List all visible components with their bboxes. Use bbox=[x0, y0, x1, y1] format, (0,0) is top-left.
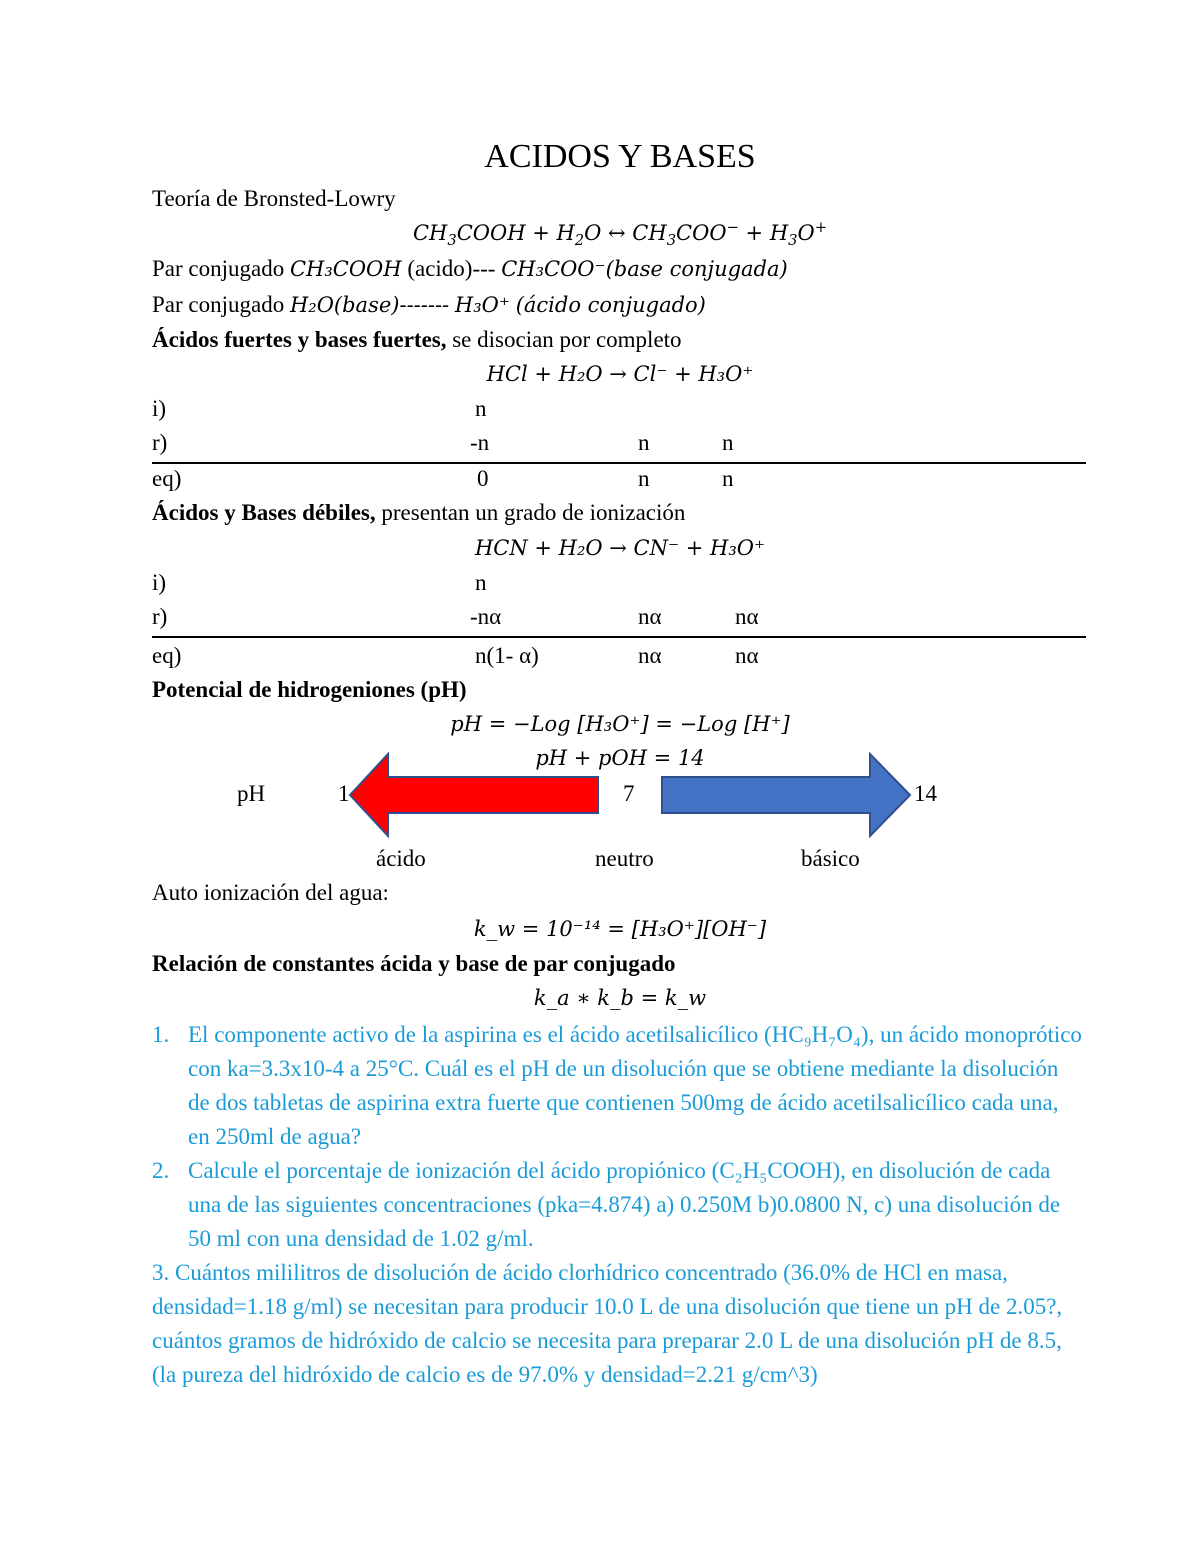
equation-hcl: HCl + H₂O → Cl⁻ + H₃O⁺ bbox=[486, 362, 754, 386]
page-title: ACIDOS Y BASES bbox=[484, 138, 756, 175]
question-text: Calcule el porcentaje de ionización del ácido propiónico (C₂H₅COOH), en disolución de cada una de las siguientes concentraciones (pka=4.874) a) 0.250M b)0.0800 N, c) una disolución de 50 ml con una densidad de 1.02 g/ml. bbox=[188, 1158, 1061, 1251]
row-label: i) bbox=[152, 396, 167, 421]
scale-acid-label: ácido bbox=[376, 846, 426, 871]
theory-heading: Teoría de Bronsted-Lowry bbox=[152, 186, 396, 211]
cell: 0 bbox=[477, 466, 489, 491]
auto-ionization-heading: Auto ionización del agua: bbox=[152, 880, 389, 905]
weak-acids-heading: Ácidos y Bases débiles, presentan un grado de ionización bbox=[152, 500, 686, 525]
question-number: 2. bbox=[152, 1158, 170, 1183]
scale-neutral-label: neutro bbox=[595, 846, 654, 871]
relation-heading: Relación de constantes ácida y base de par conjugado bbox=[152, 951, 676, 976]
scale-basic-label: básico bbox=[801, 846, 860, 871]
cell: n bbox=[475, 396, 487, 421]
table-divider bbox=[152, 636, 1086, 638]
equation-hcn: HCN + H₂O → CN⁻ + H₃O⁺ bbox=[474, 536, 766, 560]
row-label: eq) bbox=[152, 466, 182, 491]
cell: n(1- α) bbox=[475, 643, 539, 668]
question-3 bbox=[152, 1256, 1082, 1392]
scale-fourteen-label: 14 bbox=[914, 781, 937, 806]
equation-ka-kb: k_a ∗ k_b = k_w bbox=[533, 986, 707, 1010]
equation-kw: k_w = 10⁻¹⁴ = [H₃O⁺][OH⁻] bbox=[473, 917, 767, 941]
question-1 bbox=[152, 1018, 1082, 1154]
table-divider bbox=[152, 462, 1086, 464]
cell: -nα bbox=[470, 604, 502, 629]
question-2 bbox=[152, 1154, 1082, 1256]
scale-seven-label: 7 bbox=[623, 781, 635, 806]
row-label: r) bbox=[152, 604, 168, 629]
cell: n bbox=[475, 570, 487, 595]
conjugate-pair-1: Par conjugado CH₃COOH (acido)--- CH₃COO⁻(base conjugada) bbox=[152, 256, 788, 281]
cell: nα bbox=[735, 643, 759, 668]
scale-one-label: 1 bbox=[338, 781, 350, 806]
question-text: 3. Cuántos mililitros de disolución de ácido clorhídrico concentrado (36.0% de HCl en masa, densidad=1.18 g/ml) se necesitan para producir 10.0 L de una disolución que tiene un pH de 2.05?, cuántos gramos de hidróxido de calcio se necesita para preparar 2.0 L de una disolución pH de 8.5, (la pureza del hidróxido de calcio es de 97.0% y densidad=2.21 g/cm^3) bbox=[152, 1260, 1063, 1387]
cell: n bbox=[722, 430, 734, 455]
question-text: El componente activo de la aspirina es el ácido acetilsalicílico (HC₉H₇O₄), un ácido monoprótico con ka=3.3x10-4 a 25°C. Cuál es el pH de un disolución que se obtiene mediante la disolución de dos tabletas de aspirina extra fuerte que contienen 500mg de ácido acetilsalicílico cada una, en 250ml de agua? bbox=[188, 1022, 1082, 1149]
cell: n bbox=[722, 466, 734, 491]
row-label: r) bbox=[152, 430, 168, 455]
ph-scale-arrows bbox=[340, 752, 960, 838]
equation-ph: pH = −Log [H₃O⁺] = −Log [H⁺] bbox=[450, 712, 790, 736]
cell: nα bbox=[638, 643, 662, 668]
scale-ph-label: pH bbox=[237, 781, 266, 806]
cell: n bbox=[638, 430, 650, 455]
equation-acetic: $CH_3COOH + H_2O$ ↔ $CH_3COO^- + H_3O^+$ bbox=[412, 219, 828, 250]
cell: nα bbox=[735, 604, 759, 629]
acid-arrow-icon bbox=[350, 754, 598, 836]
cell: -n bbox=[470, 430, 490, 455]
question-number: 1. bbox=[152, 1022, 170, 1047]
base-arrow-icon bbox=[662, 754, 910, 836]
strong-acids-heading: Ácidos fuertes y bases fuertes, se disocian por completo bbox=[152, 327, 682, 352]
ph-heading: Potencial de hidrogeniones (pH) bbox=[152, 677, 467, 702]
row-label: i) bbox=[152, 570, 167, 595]
equation-ph-poh: pH + pOH = 14 bbox=[535, 746, 705, 770]
cell: n bbox=[638, 466, 650, 491]
row-label: eq) bbox=[152, 643, 182, 668]
cell: nα bbox=[638, 604, 662, 629]
conjugate-pair-2: Par conjugado H₂O(base)------- H₃O⁺ (ácido conjugado) bbox=[152, 292, 706, 317]
